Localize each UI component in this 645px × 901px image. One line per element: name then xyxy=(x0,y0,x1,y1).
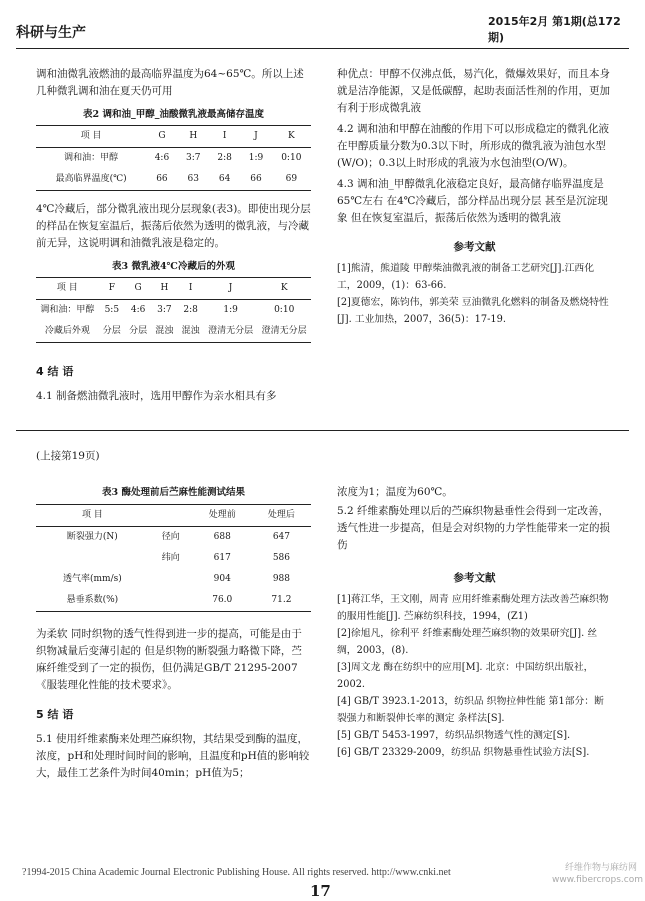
paragraph: 4.1 制备燃油微乳液时，选用甲醇作为亲水相具有多 xyxy=(36,390,277,402)
article-divider xyxy=(16,430,629,431)
table-cell: 透气率(mm/s) xyxy=(63,574,122,584)
table-cell: 径向 xyxy=(149,527,193,549)
table-cell: 1:9 xyxy=(240,148,271,170)
table-header-cell xyxy=(149,505,193,527)
table-cell: 最高临界温度(℃) xyxy=(36,169,146,191)
table-cell: 冷藏后外观 xyxy=(36,321,99,343)
paragraph: 为柔软 同时织物的透气性得到进一步的提高，可能是由于织物减量后变薄引起的 但是织物的断裂强力略微下降，苎麻纤维受到了一定的损伤，但仍满足GB/T 21295-2007《服装理化性能的技术要求》。 xyxy=(36,628,302,691)
copyright-line: ?1994-2015 China Academic Journal Electronic Publishing House. All rights reserved. http://www.cnki.net xyxy=(22,867,451,878)
paragraph: 4.3 调和油_甲醇微乳化液稳定良好，最高储存临界温度是65℃左右 在4℃冷藏后，部分样品出现分层 甚至是沉淀现象 但在恢复室温后，振荡后依然为透明的微乳液 xyxy=(337,178,608,224)
table-cell: 904 xyxy=(213,574,231,584)
table-header-cell: J xyxy=(240,126,271,148)
paragraph: 5.2 纤维素酶处理以后的苎麻织物悬垂性会得到一定改善，透气性进一步提高，但是会对织物的力学性能带来一定的损伤 xyxy=(337,505,610,551)
paragraph: 调和油微乳液燃油的最高临界温度为64~65℃。所以上述几种微乳调和油在夏天仍可用 xyxy=(36,68,304,97)
table-header-cell: H xyxy=(178,126,209,148)
page-number: 17 xyxy=(310,882,331,900)
table-cell: 2:8 xyxy=(178,300,204,322)
table-cell: 5:5 xyxy=(99,300,125,322)
table-row xyxy=(36,300,311,322)
table-cell: 66 xyxy=(240,169,271,191)
paragraph: 5.1 使用纤维素酶来处理苎麻织物，其结果受到酶的温度，浓度，pH和处理时间时间的影响，且温度和pH值的影响较大，最佳工艺条件为时间40min；pH值为5； xyxy=(36,733,310,779)
continued-note: (上接第19页) xyxy=(36,450,100,462)
table-caption: 表2 调和油_甲醇_油酸微乳液最高储存温度 xyxy=(83,109,264,120)
table-cell: 纬向 xyxy=(161,553,180,563)
issue-info: 2015年2月 第1期(总172期) xyxy=(488,15,621,44)
table-cell: 断裂强力(N) xyxy=(36,527,149,549)
table-cell: 澄清无分层 xyxy=(257,321,311,343)
watermark: 纤维作物与麻纺网 www.fibercrops.com xyxy=(552,863,643,885)
reference-item: [6] GB/T 23329-2009，纺织品 织物悬垂性试验方法[S]. xyxy=(337,747,590,758)
paragraph: 浓度为1；温度为60℃。 xyxy=(337,486,453,498)
reference-item: [2]夏德宏，陈钧伟，郭美荣 豆油微乳化燃料的制备及燃烧特性[J]. 工业加热，2007，36(5)：17-19. xyxy=(337,297,609,325)
table-cell: 调和油：甲醇 xyxy=(36,300,99,322)
paragraph: 种优点：甲醇不仅沸点低，易汽化，微爆效果好，而且本身就是洁净能源，又是低碳醇，起助表面活性剂的作用，更加有利于形成微乳液 xyxy=(337,68,610,114)
table-cell: 586 xyxy=(272,553,290,563)
table-2 xyxy=(36,125,311,191)
table-cell: 澄清无分层 xyxy=(204,321,258,343)
table-cell: 69 xyxy=(272,169,311,191)
table-header-cell: 项 目 xyxy=(36,126,146,148)
table-cell: 分层 xyxy=(99,321,125,343)
section-heading: 5 结 语 xyxy=(36,708,74,721)
table-header-cell: 项 目 xyxy=(36,505,149,527)
table-cell: 63 xyxy=(178,169,209,191)
table-header-cell: 项 目 xyxy=(36,278,99,300)
table-cell: 1:9 xyxy=(204,300,258,322)
table-header-cell: H xyxy=(151,278,177,300)
table-cell: 71.2 xyxy=(252,590,311,612)
table-row xyxy=(36,548,311,569)
table-cell: 688 xyxy=(193,527,252,549)
table-cell: 0:10 xyxy=(257,300,311,322)
table-row xyxy=(36,148,311,170)
reference-item: [4] GB/T 3923.1-2013，纺织品 织物拉伸性能 第1部分：断裂强力和断裂伸长率的测定 条样法[S]. xyxy=(337,696,604,724)
table-cell: 64 xyxy=(209,169,240,191)
table-cell: 76.0 xyxy=(193,590,252,612)
paragraph: 4.2 调和油和甲醇在油酸的作用下可以形成稳定的微乳化液 在甲醇质量分数为0.3以下时，所形成的微乳液为油包水型(W/O)；0.3以上时形成的乳液为水包油型(O/W)。 xyxy=(337,123,610,169)
table-cell: 调和油：甲醇 xyxy=(36,148,146,170)
table-cell: 647 xyxy=(252,527,311,549)
table-row xyxy=(36,169,311,191)
journal-title: 科研与生产 xyxy=(16,25,86,41)
table-cell xyxy=(36,548,149,569)
table-header-cell: K xyxy=(272,126,311,148)
table-cell: 617 xyxy=(213,553,231,563)
reference-item: [2]徐旭凡，徐利平 纤维素酶处理苎麻织物的效果研究[J]. 丝绸，2003，(8). xyxy=(337,628,598,656)
upper-left-column xyxy=(36,66,311,405)
table-header-cell: J xyxy=(204,278,258,300)
reference-item: [3]周文龙 酶在纺织中的应用[M]. 北京：中国纺织出版社，2002. xyxy=(337,662,594,690)
table-cell: 3:7 xyxy=(151,300,177,322)
lower-left-column xyxy=(36,484,311,782)
table-cell: 2:8 xyxy=(209,148,240,170)
table-cell: 4:6 xyxy=(125,300,151,322)
table-cell: 3:7 xyxy=(178,148,209,170)
table-header-cell: I xyxy=(178,278,204,300)
table-cell: 混浊 xyxy=(151,321,177,343)
table-header-cell: 处理前 xyxy=(193,505,252,527)
table-header-cell: G xyxy=(146,126,177,148)
reference-item: [5] GB/T 5453-1997，纺织品织物透气性的测定[S]. xyxy=(337,730,571,741)
lower-right-column xyxy=(337,484,612,761)
table-header-cell: F xyxy=(99,278,125,300)
table-cell: 4:6 xyxy=(146,148,177,170)
references-heading: 参考文献 xyxy=(453,572,496,584)
table-row xyxy=(36,590,311,612)
reference-item: [1]熊清，熊道陵 甲醇柴油微乳液的制备工艺研究[J].江西化工，2009，(1)：63-66. xyxy=(337,263,595,291)
table-cell: 988 xyxy=(272,574,290,584)
table-cell xyxy=(149,590,193,612)
table-cell xyxy=(149,569,193,590)
table-cell: 分层 xyxy=(125,321,151,343)
table-enzyme xyxy=(36,504,311,612)
table-cell: 0:10 xyxy=(272,148,311,170)
table-header-cell: 处理后 xyxy=(252,505,311,527)
references-heading: 参考文献 xyxy=(453,241,496,253)
table-row xyxy=(36,321,311,343)
upper-right-column xyxy=(337,66,612,328)
table-row xyxy=(36,569,311,590)
table-row xyxy=(36,527,311,549)
header-rule xyxy=(16,48,629,49)
table-cell: 混浊 xyxy=(178,321,204,343)
paragraph: 4℃冷藏后，部分微乳液出现分层现象(表3)。即使出现分层的样品在恢复室温后，振荡后依然为透明的微乳液，与冷藏前无异，这说明调和油微乳液是稳定的。 xyxy=(36,203,311,249)
table-caption: 表3 微乳液4℃冷藏后的外观 xyxy=(112,261,235,272)
table-header-cell: K xyxy=(257,278,311,300)
table-header-cell: I xyxy=(209,126,240,148)
table-3 xyxy=(36,277,311,343)
table-cell: 66 xyxy=(146,169,177,191)
reference-item: [1]蒋江华，王文刚，周青 应用纤维素酶处理方法改善苎麻织物的服用性能[J]. 苎麻纺织科技，1994，(Z1) xyxy=(337,594,609,622)
table-caption: 表3 酶处理前后苎麻性能测试结果 xyxy=(102,487,245,498)
table-header-cell: G xyxy=(125,278,151,300)
section-heading: 4 结 语 xyxy=(36,365,74,378)
table-cell: 悬垂系数(%) xyxy=(36,590,149,612)
